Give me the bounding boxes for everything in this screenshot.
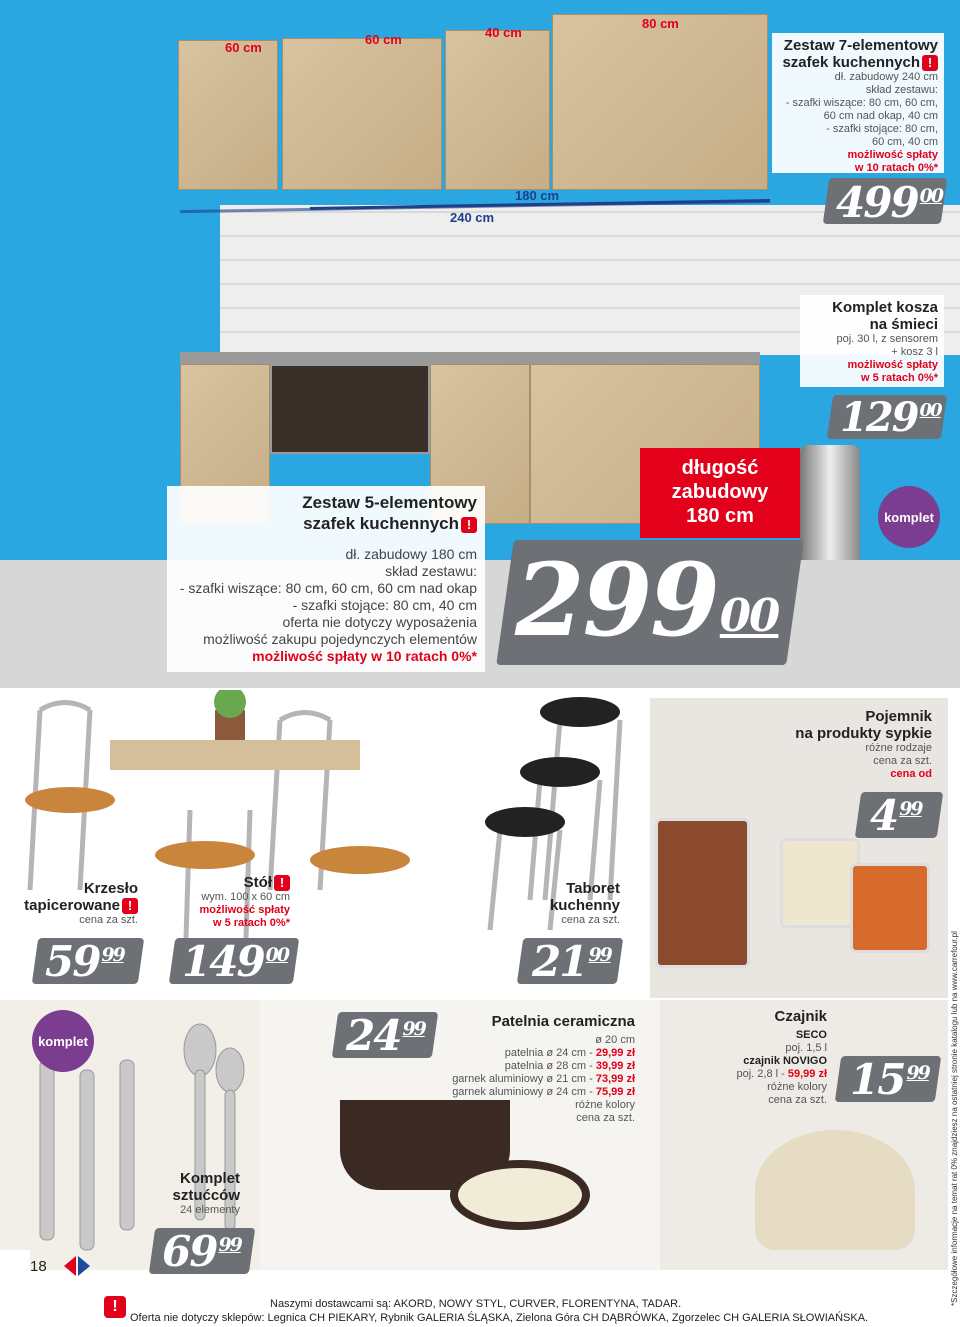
wall-cabinet-4 — [552, 14, 768, 190]
set5-offer-box — [167, 486, 485, 672]
exclamation-icon: ! — [922, 55, 938, 71]
set5-title: Zestaw 5-elementowy — [302, 493, 477, 512]
containers-offer — [760, 708, 932, 781]
set7-offer-box — [772, 33, 944, 173]
containers-line: różne rodzaje — [865, 742, 932, 754]
exclamation-icon: ! — [122, 898, 138, 914]
stool-unit: cena za szt. — [561, 914, 620, 926]
bins-line: + kosz 3 l — [891, 346, 938, 358]
containers-title: na produkty sypkie — [795, 725, 932, 742]
cutlery-price: 69 $^{99}$ — [162, 1227, 241, 1276]
exclamation-icon: ! — [461, 517, 477, 533]
chair-price: 59 $^{99}$ — [45, 937, 124, 986]
wall-cabinet-3 — [445, 30, 550, 190]
installment-side-note: *Szczegółowe informacje na temat rat 0% znajdziesz na ostatniej stronie katalogu lub na www.carrefour.pl — [950, 931, 959, 1306]
pans-offer — [420, 1013, 635, 1125]
set7-line: 60 cm, 40 cm — [871, 136, 938, 149]
table-credit: możliwość spłaty — [199, 904, 290, 917]
chair-unit: cena za szt. — [79, 914, 138, 927]
dim-label: 60 cm — [365, 32, 402, 47]
store-exclusion-note: Oferta nie dotyczy sklepów: Legnica CH PIEKARY, Rybnik GALERIA ŚLĄSKA, Zielona Góra CH DĄBRÓWKA, Zgorzelec CH GALERIA SŁOWIAŃSKA. — [130, 1312, 869, 1324]
kettle-brand: SECO — [795, 1029, 827, 1041]
cutlery-line: 24 elementy — [180, 1204, 240, 1216]
pans-variant: patelnia ø 28 cm - 39,99 zł — [504, 1060, 635, 1072]
dim-label: 240 cm — [450, 210, 495, 225]
bins-title: na śmieci — [869, 316, 938, 333]
chair-title: Krzesło — [83, 880, 138, 897]
length-line: 180 cm — [686, 505, 754, 527]
exclamation-icon: ! — [104, 1296, 126, 1318]
table-line: wym. 100 x 60 cm — [201, 891, 290, 904]
set7-line: - szafki wiszące: 80 cm, 60 cm, — [785, 97, 938, 110]
page-number: 18 — [30, 1258, 47, 1275]
table-credit: w 5 ratach 0%* — [212, 917, 290, 930]
pans-variant: patelnia ø 24 cm - 29,99 zł — [504, 1047, 635, 1059]
length-line: długość — [681, 457, 759, 479]
pan — [450, 1160, 590, 1230]
oven — [270, 364, 430, 454]
table-price: 149 $^{00}$ — [182, 937, 288, 986]
cutlery-title: sztućców — [172, 1187, 240, 1204]
set5-line: oferta nie dotyczy wyposażenia — [282, 614, 477, 630]
komplet-badge: komplet — [878, 486, 940, 548]
dim-label: 40 cm — [485, 25, 522, 40]
stool-title: Taboret — [566, 880, 620, 897]
cutlery-title: Komplet — [180, 1170, 240, 1187]
wall-cabinet-2 — [282, 38, 442, 190]
containers-line: cena za szt. — [873, 755, 932, 767]
set5-line: możliwość zakupu pojedynczych elementów — [203, 631, 477, 647]
carrefour-logo — [62, 1254, 92, 1278]
set5-line: dł. zabudowy 180 cm — [345, 546, 477, 562]
set5-title: szafek kuchennych ! — [175, 513, 477, 534]
wall-cabinet-1 — [178, 40, 278, 190]
set7-line: skład zestawu: — [865, 84, 938, 97]
set7-credit: w 10 ratach 0%* — [854, 162, 938, 175]
kettle-line: różne kolory — [767, 1081, 827, 1093]
set7-line: dł. zabudowy 240 cm — [834, 71, 938, 84]
table-offer — [180, 874, 290, 930]
pans-line: różne kolory — [575, 1099, 635, 1111]
dim-label: 180 cm — [515, 188, 560, 203]
pans-title: Patelnia ceramiczna — [491, 1013, 635, 1030]
dim-label: 60 cm — [225, 40, 262, 55]
bins-credit: w 5 ratach 0%* — [860, 372, 938, 384]
chair-title: tapicerowane ! — [20, 897, 138, 914]
set5-credit: możliwość spłaty w 10 ratach 0%* — [252, 648, 477, 664]
buckwheat-jar — [655, 818, 750, 968]
set7-credit: możliwość spłaty — [847, 149, 938, 162]
page-number-box — [0, 1250, 30, 1282]
beans-jar — [780, 838, 860, 928]
kettle-title: Czajnik — [774, 1008, 827, 1025]
dim-label: 80 cm — [642, 16, 679, 31]
cutlery-offer — [140, 1170, 240, 1217]
pans-price: 24 $^{99}$ — [346, 1011, 425, 1060]
set5-line: - szafki wiszące: 80 cm, 60 cm, 60 cm nad okap — [179, 580, 477, 596]
length-box — [640, 448, 800, 538]
length-line: zabudowy — [671, 481, 769, 503]
bins-credit: możliwość spłaty — [847, 359, 938, 371]
kettle-line: poj. 2,8 l - 59,99 zł — [736, 1068, 827, 1080]
pans-line: cena za szt. — [576, 1112, 635, 1124]
containers-from: cena od — [890, 768, 932, 780]
kettle — [755, 1130, 915, 1250]
pans-variant: garnek aluminiowy ø 21 cm - 73,99 zł — [452, 1073, 635, 1085]
komplet-badge: komplet — [32, 1010, 94, 1072]
set5-price: $299^{00}$ — [515, 541, 779, 659]
bins-line: poj. 30 l, z sensorem — [836, 333, 938, 345]
kettle-line: poj. 1,5 l — [785, 1042, 827, 1054]
stool-title: kuchenny — [549, 897, 620, 914]
pans-variant: garnek aluminiowy ø 24 cm - 75,99 zł — [452, 1086, 635, 1098]
set5-line: skład zestawu: — [385, 563, 477, 579]
table-title: Stół ! — [180, 874, 290, 891]
pans-line: ø 20 cm — [595, 1034, 635, 1046]
stool-price: 21 $^{99}$ — [532, 937, 611, 986]
kettle-price: 15 $^{99}$ — [850, 1055, 929, 1104]
set5-line: - szafki stojące: 80 cm, 40 cm — [292, 597, 477, 613]
exclamation-icon: ! — [274, 875, 290, 891]
suppliers-note: Naszymi dostawcami są: AKORD, NOWY STYL, CURVER, FLORENTYNA, TADAR. — [270, 1298, 682, 1310]
bins-title: Komplet kosza — [832, 299, 938, 316]
set7-price: 499 $^{00}$ — [836, 178, 942, 227]
bins-price: 129 $^{00}$ — [840, 394, 941, 441]
lentil-jar — [850, 863, 930, 953]
containers-title: Pojemnik — [865, 708, 932, 725]
containers-price: 4 $^{99}$ — [870, 791, 922, 840]
chair-offer — [20, 880, 138, 927]
set7-line: - szafki stojące: 80 cm, — [826, 123, 938, 136]
bins-offer-box — [800, 295, 944, 387]
countertop — [180, 352, 760, 364]
kettle-offer — [700, 1008, 827, 1107]
kettle-brand: czajnik NOVIGO — [743, 1055, 827, 1067]
set7-line: 60 cm nad okap, 40 cm — [823, 110, 938, 123]
set7-title: Zestaw 7-elementowy szafek kuchennych ! — [782, 37, 938, 71]
stool-offer — [520, 880, 620, 927]
kettle-line: cena za szt. — [768, 1094, 827, 1106]
